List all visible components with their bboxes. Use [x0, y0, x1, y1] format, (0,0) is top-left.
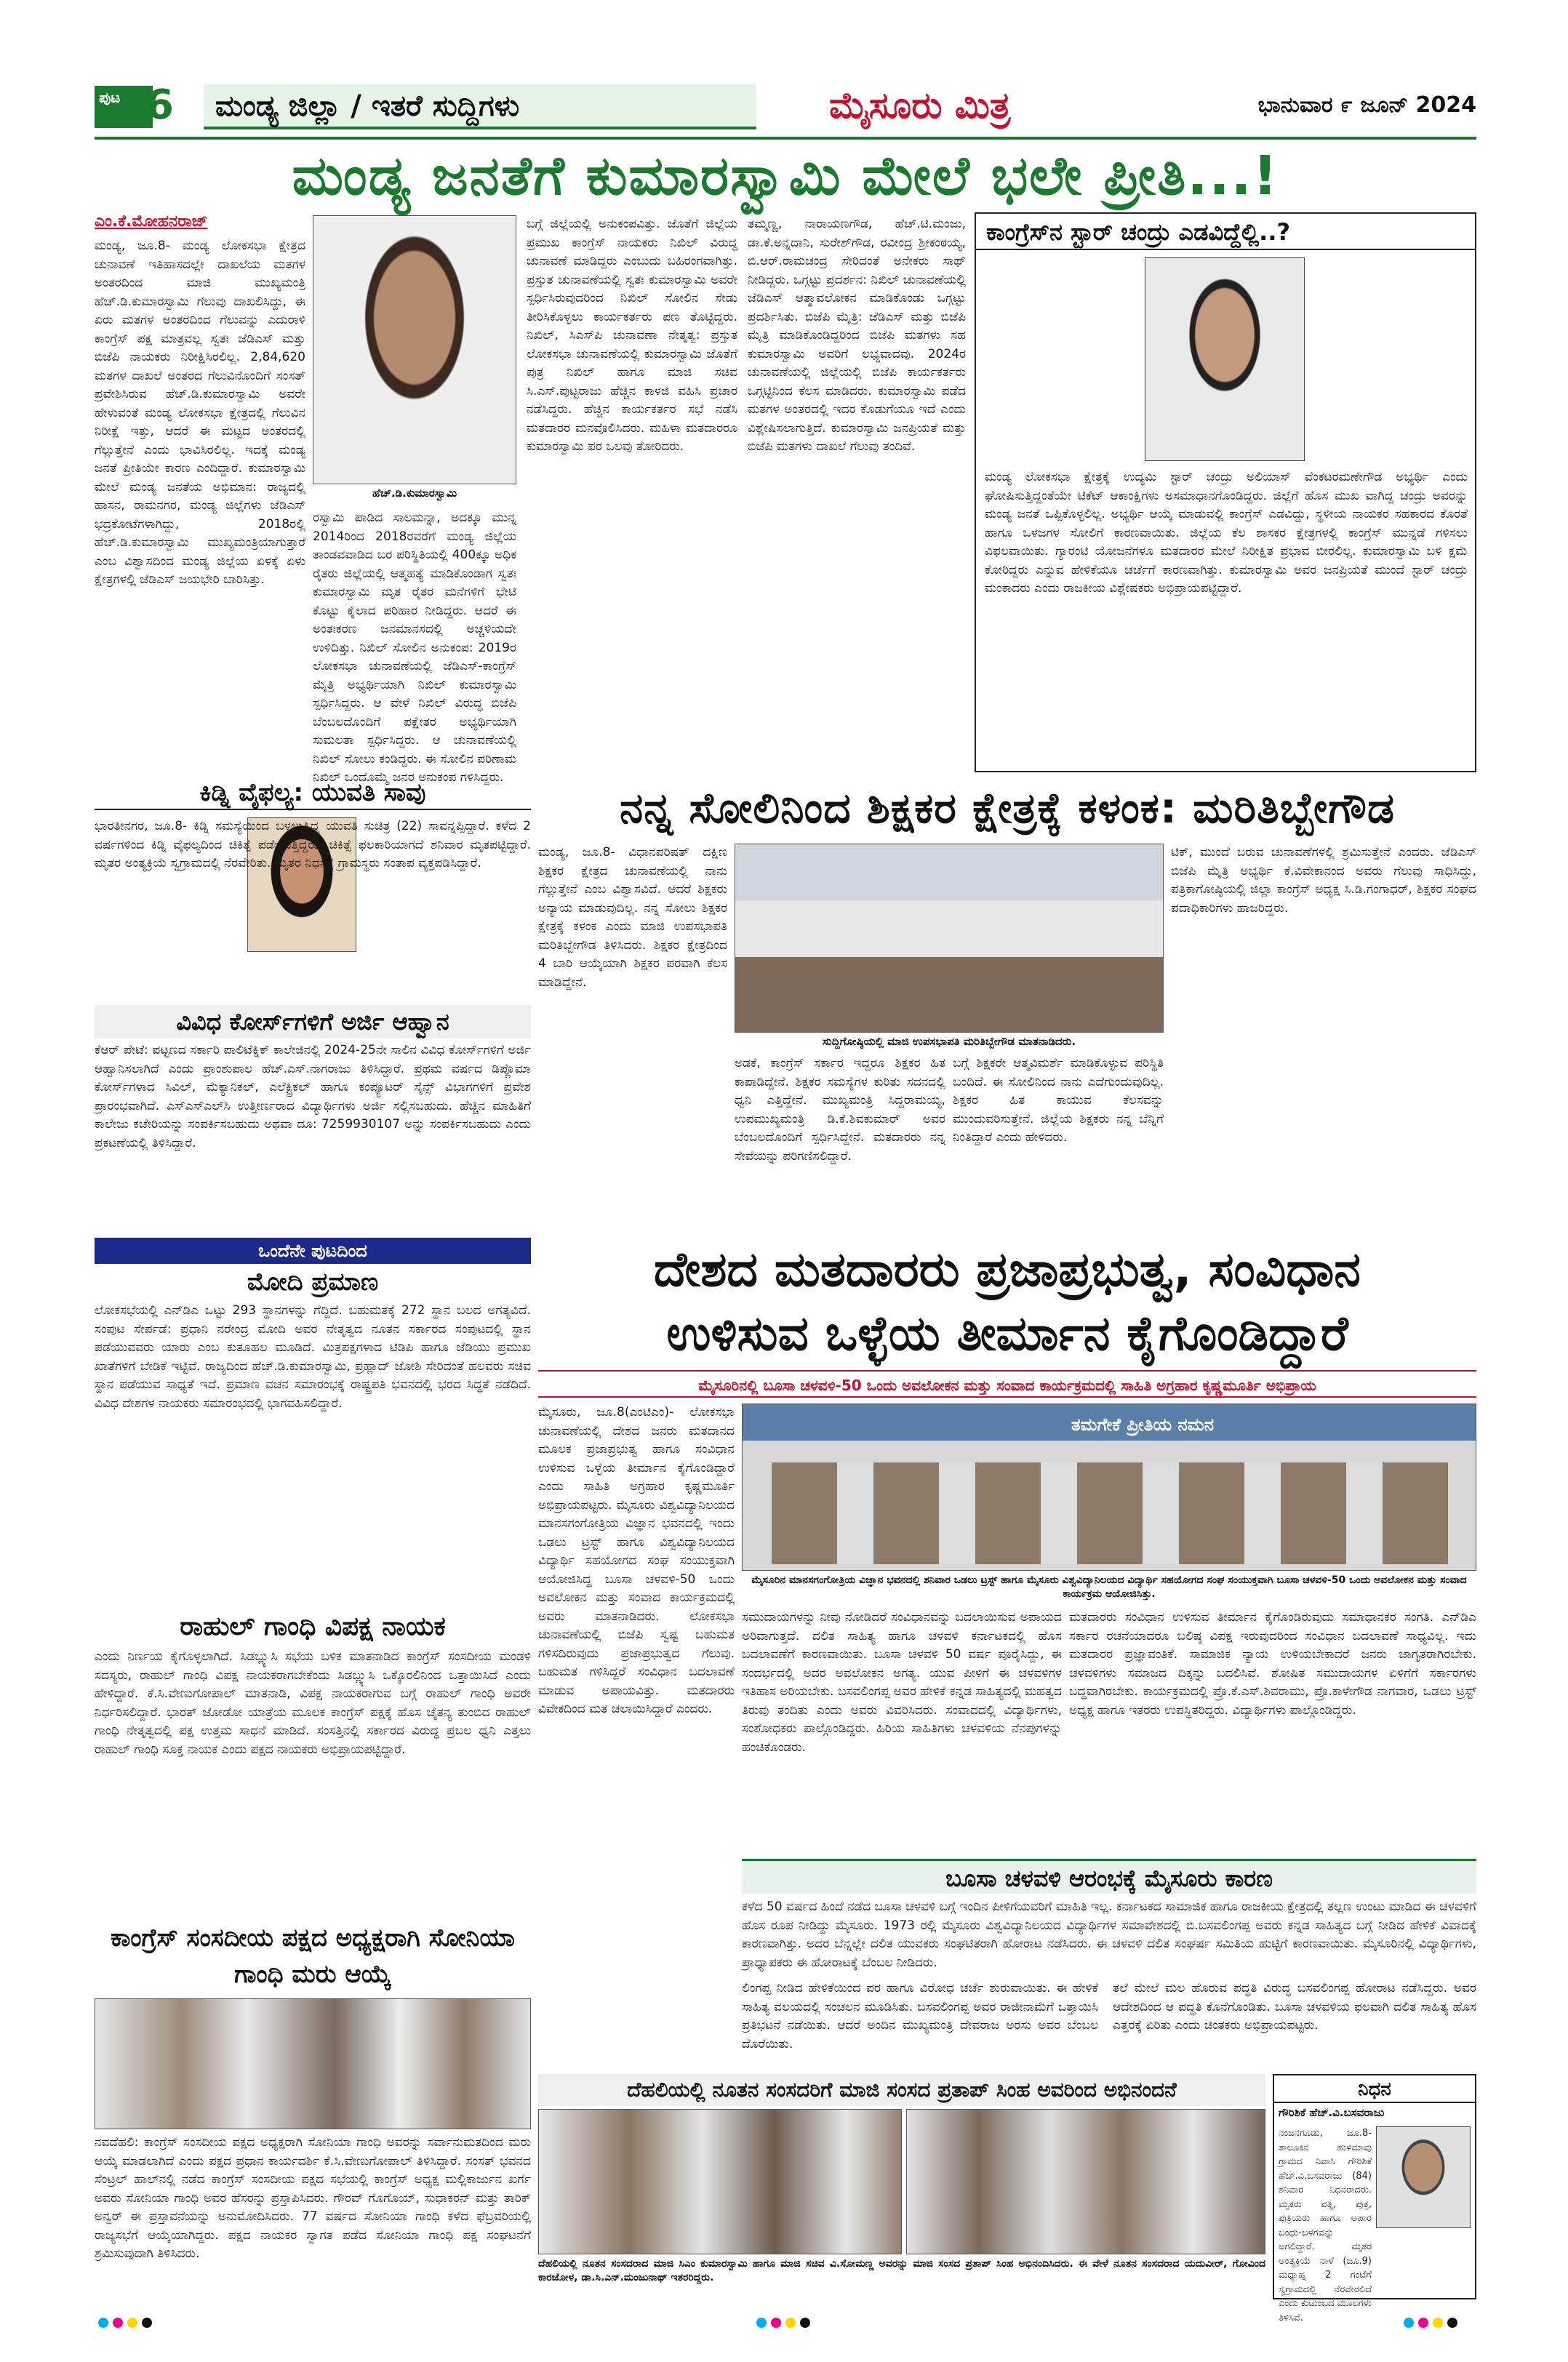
democracy-headline-2: ಉಳಿಸುವ ಒಳ್ಳೆಯ ತೀರ್ಮಾನ ಕೈಗೊಂಡಿದ್ದಾರೆ: [666, 1305, 1348, 1361]
obit-body: ನಂಜನಗೂಡು, ಜೂ.8- ತಾಲೂಕಿನ ಹುಳಿಮಾವು ಗ್ರಾಮದ ನಿವಾಸಿ ಗೌರಿಶಿಕೆ ಹೆಚ್.ವಿ.ಬಸವರಾಜು (84) ಶನಿವಾರ ನಿಧನರಾದರು. ಮೃತರು ಪತ್ನಿ, ಪುತ್ರ, ಪುತ್ರಿಯರು ಹಾಗೂ ಅಪಾರ ಬಂಧು-ಬಳಗವನ್ನು ಅಗಲಿದ್ದಾರೆ. ಮೃತರ ಅಂತ್ಯಕ್ರಿಯೆ ನಾಳೆ (ಜೂ.9) ಮಧ್ಯಾಹ್ನ 2 ಗಂಟೆಗೆ ಸ್ವಗ್ರಾಮದಲ್ಲಿ ನೆರವೇರಲಿದೆ ಎಂದು ಕುಟುಂಬದ ಮೂಲಗಳು ತಿಳಿಸಿವೆ.: [1279, 2128, 1372, 2323]
lead-col-1: ಮಂಡ್ಯ, ಜೂ.8- ಮಂಡ್ಯ ಲೋಕಸಭಾ ಕ್ಷೇತ್ರದ ಚುನಾವಣೆ ಇತಿಹಾಸದಲ್ಲೇ ದಾಖಲೆಯ ಮತಗಳ ಅಂತರದಿಂದ ಮಾಜಿ ಮುಖ್ಯಮಂತ್ರಿ ಹೆಚ್.ಡಿ.ಕುಮಾರಸ್ವಾಮಿ ಗೆಲುವು ದಾಖಲಿಸಿದ್ದು, ಈ ಏರು ಮತಗಳ ಅಂತರದಿಂದ ಗೆಲುವನ್ನು ಎದುರಾಳಿ ಕಾಂಗ್ರೆಸ್ ಪಕ್ಷ ಮಾತ್ರವಲ್ಲ ಸ್ವತಃ ಜೆಡಿಎಸ್ ಮತ್ತು ಬಿಜೆಪಿ ನಾಯಕರು ನಿರೀಕ್ಷಿಸಿರಲಿಲ್ಲ. 2,84,620 ಮತಗಳ ದಾಖಲೆ ಅಂತರದ ಗೆಲುವಿನೊಂದಿಗೆ ಸಂಸತ್ ಪ್ರವೇಶಿಸಿರುವ ಹೆಚ್.ಡಿ.ಕುಮಾರಸ್ವಾಮಿ ಅವರೇ ಹೇಳುವಂತೆ ಮಂಡ್ಯ ಲೋಕಸಭಾ ಕ್ಷೇತ್ರದಲ್ಲಿ ಗೆಲುವಿನ ನಿರೀಕ್ಷೆ ಇತ್ತು, ಆದರೆ ಈ ಮಟ್ಟದ ಅಂತರದಲ್ಲಿ ಗೆಲ್ಲುತ್ತೇನೆ ಎಂದು ಭಾವಿಸಿರಲಿಲ್ಲ. ಇದಕ್ಕೆ ಮಂಡ್ಯ ಜನತೆ ಪ್ರೀತಿಯೇ ಕಾರಣ ಎಂದಿದ್ದಾರೆ. ಕುಮಾರಸ್ವಾಮಿ ಮೇಲೆ ಮಂಡ್ಯ ಜನತೆಯ ಅಭಿಮಾನ: ರಾಜ್ಯದಲ್ಲಿ ಹಾಸನ, ರಾಮನಗರ, ಮಂಡ್ಯ ಜಿಲ್ಲೆಗಳು ಜೆಡಿಎಸ್ ಭದ್ರಕೋಟೆಗಳಾಗಿದ್ದು, 2018ರಲ್ಲಿ ಹೆಚ್.ಡಿ.ಕುಮಾರಸ್ವಾಮಿ ಮುಖ್ಯಮಂತ್ರಿಯಾಗುತ್ತಾರೆ ಎಂಬ ವಿಶ್ವಾಸದಿಂದ ಮಂಡ್ಯ ಜಿಲ್ಲೆಯ ಏಳಕ್ಕೆ ಏಳು ಕ್ಷೇತ್ರಗಳಲ್ಲಿ ಜೆಡಿಎಸ್ ಜಯಭೇರಿ ಬಾರಿಸಿತ್ತು.: [95, 239, 305, 587]
kidney-body: ಭಾರತೀನಗರ, ಜೂ.8- ಕಿಡ್ನಿ ಸಮಸ್ಯೆಯಿಂದ ಬಳಲುತ್ತಿದ್ದ ಯುವತಿ ಸುಚಿತ್ರ (22) ಸಾವನ್ನಪ್ಪಿದ್ದಾರೆ. ಕಳೆದ 2 ವರ್ಷಗಳಿಂದ ಕಿಡ್ನಿ ವೈಫಲ್ಯದಿಂದ ಚಿಕಿತ್ಸೆ ಪಡೆಯುತ್ತಿದ್ದರು. ಚಿಕಿತ್ಸೆ ಫಲಕಾರಿಯಾಗದೆ ಶನಿವಾರ ಮೃತಪಟ್ಟಿದ್ದಾರೆ. ಮೃತರ ಅಂತ್ಯಕ್ರಿಯೆ ಸ್ವಗ್ರಾಮದಲ್ಲಿ ನೆರವೇರಿತು. ಮೃತರ ನಿಧನಕ್ಕೆ ಗ್ರಾಮಸ್ಥರು ಸಂತಾಪ ವ್ಯಕ್ತಪಡಿಸಿದ್ದಾರೆ.: [95, 819, 531, 870]
teacher-col-4: ಟಿಕ್, ಮುಂದೆ ಬರುವ ಚುನಾವಣೆಗಳಲ್ಲಿ ಶ್ರಮಿಸುತ್ತೇನೆ ಎಂದರು. ಜೆಡಿಎಸ್ ಬಿಜೆಪಿ ಮೈತ್ರಿ ಅಭ್ಯರ್ಥಿ ಕೆ.ವಿವೇಕಾನಂದ ಅವರು ಗೆಲುವು ಸಾಧಿಸಿದ್ದು, ಪತ್ರಿಕಾಗೋಷ್ಠಿಯಲ್ಲಿ ಜಿಲ್ಲಾ ಕಾಂಗ್ರೆಸ್ ಅಧ್ಯಕ್ಷ ಸಿ.ಡಿ.ಗಂಗಾಧರ್, ಶಿಕ್ಷಕರ ಸಂಘದ ಪದಾಧಿಕಾರಿಗಳು ಹಾಜರಿದ್ದರು.: [1171, 845, 1476, 916]
star-body: ಮಂಡ್ಯ ಲೋಕಸಭಾ ಕ್ಷೇತ್ರಕ್ಕೆ ಉದ್ಯಮಿ ಸ್ಟಾರ್ ಚಂದ್ರು ಅಲಿಯಾಸ್ ವೆಂಕಟರಮಣೇಗೌಡ ಅಭ್ಯರ್ಥಿ ಎಂದು ಘೋಷಿಸುತ್ತಿದ್ದಂತೆಯೇ ಟಿಕೆಟ್ ಆಕಾಂಕ್ಷಿಗಳು ಅಸಮಾಧಾನಗೊಂಡಿದ್ದರು. ಜಿಲ್ಲೆಗೆ ಹೊಸ ಮುಖ ವಾಗಿದ್ದ ಚಂದ್ರು ಅವರನ್ನು ಮಂಡ್ಯ ಜನತೆ ಒಪ್ಪಿಕೊಳ್ಳಲಿಲ್ಲ. ಅಭ್ಯರ್ಥಿ ಆಯ್ಕೆ ಮಾಡುವಲ್ಲಿ ಕಾಂಗ್ರೆಸ್ ಎಡವಿದ್ದು, ಸ್ಥಳೀಯ ನಾಯಕರ ಸಹಕಾರದ ಕೊರತೆ ಹಾಗೂ ಒಳಜಗಳ ಸೋಲಿಗೆ ಕಾರಣವಾಯಿತು. ಜಿಲ್ಲೆಯ ಕೆಲ ಶಾಸಕರ ಕ್ಷೇತ್ರಗಳಲ್ಲಿ ಕಾಂಗ್ರೆಸ್ ಮುನ್ನಡೆ ಗಳಿಸಲು ವಿಫಲವಾಯಿತು. ಗ್ಯಾರಂಟಿ ಯೋಜನೆಗಳೂ ಮತದಾರರ ಮೇಲೆ ನಿರೀಕ್ಷಿತ ಪ್ರಭಾವ ಬೀರಲಿಲ್ಲ. ಕುಮಾರಸ್ವಾಮಿ ಬಳಿ ಕ್ಷಮೆ ಕೋರಿದ್ದರು ಎನ್ನುವ ಹೇಳಿಕೆಯೂ ಚರ್ಚೆಗೆ ಕಾರಣವಾಗಿತ್ತು. ಕುಮಾರಸ್ವಾಮಿ ಅವರ ಜನಪ್ರಿಯತೆ ಮುಂದೆ ಸ್ಟಾರ್ ಚಂದ್ರು ಮಂಕಾದರು ಎಂದು ರಾಜಕೀಯ ವಿಶ್ಲೇಷಕರು ಅಭಿಪ್ರಾಯಪಟ್ಟಿದ್ದಾರೆ.: [985, 470, 1468, 596]
boosa-col-1: ಕಳೆದ 50 ವರ್ಷದ ಹಿಂದೆ ನಡೆದ ಬೂಸಾ ಚಳವಳಿ ಬಗ್ಗೆ ಇಂದಿನ ಪೀಳಿಗೆಯವರಿಗೆ ಮಾಹಿತಿ ಇಲ್ಲ. ಕರ್ನಾಟಕದ ಸಾಮಾಜಿಕ ಹಾಗೂ ರಾಜಕೀಯ ಕ್ಷೇತ್ರದಲ್ಲಿ ತಲ್ಲಣ ಉಂಟು ಮಾಡಿದ ಈ ಚಳವಳಿಗೆ ಹೊಸ ರೂಪ ನೀಡಿದ್ದು ಮೈಸೂರು. 1973 ರಲ್ಲಿ ಮೈಸೂರು ವಿಶ್ವವಿದ್ಯಾನಿಲಯದ ವಿದ್ಯಾರ್ಥಿಗಳ ಸಮಾವೇಶದಲ್ಲಿ ಬಿ.ಬಸವಲಿಂಗಪ್ಪ ಅವರು ಕನ್ನಡ ಸಾಹಿತ್ಯದ ಬಗ್ಗೆ ನೀಡಿದ ಹೇಳಿಕೆ ವಿವಾದಕ್ಕೆ ಕಾರಣವಾಗಿತ್ತು. ಅದರ ಬೆನ್ನಲ್ಲೇ ದಲಿತ ಯುವಕರು ಸಂಘಟಿತರಾಗಿ ಹೋರಾಟ ನಡೆಸಿದರು. ಈ ಚಳವಳಿ ದಲಿತ ಸಂಘರ್ಷ ಸಮಿತಿಯ ಹುಟ್ಟಿಗೆ ಕಾರಣವಾಯಿತು. ಮೈಸೂರಿನಲ್ಲಿ ವಿದ್ಯಾರ್ಥಿಗಳು, ಪ್ರಾಧ್ಯಾಪಕರು ಈ ಹೋರಾಟಕ್ಕೆ ಬೆಂಬಲ ನೀಡಿದರು.: [742, 1899, 1476, 1970]
sidebar-tag: ಒಂದೆನೇ ಪುಟದಿಂದ: [95, 1238, 531, 1264]
star-headline: ಕಾಂಗ್ರೆಸ್‌ನ ಸ್ಟಾರ್ ಚಂದ್ರು ಎಡವಿದ್ದೆಲ್ಲಿ..?: [976, 214, 1475, 250]
registration-dots-center: [756, 2317, 829, 2331]
lead-col-2: ರಸ್ವಾಮಿ ಪಾಡಿದ ಸಾಲಮನ್ನಾ, ಅದಕ್ಕೂ ಮುನ್ನ 2014ರಿಂದ 2018ರವರೆಗೆ ಮಂಡ್ಯ ಜಿಲ್ಲೆಯ ತಾಂಡವವಾಡಿದ ಬರ ಪರಿಸ್ಥಿತಿಯಲ್ಲಿ 400ಕ್ಕೂ ಅಧಿಕ ರೈತರು ಜಿಲ್ಲೆಯಲ್ಲಿ ಆತ್ಮಹತ್ಯೆ ಮಾಡಿಕೊಂಡಾಗ ಸ್ವತಃ ಕುಮಾರಸ್ವಾಮಿ ಮೃತ ರೈತರ ಮನೆಗಳಿಗೆ ಭೇಟಿ ಕೊಟ್ಟು ಕೈಲಾದ ಪರಿಹಾರ ನೀಡಿದ್ದರು. ಆದರೆ ಈ ಅಂತಃಕರಣ ಜನಮಾನಸದಲ್ಲಿ ಅಚ್ಚಳಿಯದೇ ಉಳಿದಿತ್ತು. ನಿಖಿಲ್ ಸೋಲಿನ ಅನುಕಂಪ: 2019ರ ಲೋಕಸಭಾ ಚುನಾವಣೆಯಲ್ಲಿ ಜೆಡಿಎಸ್-ಕಾಂಗ್ರೆಸ್ ಮೈತ್ರಿ ಅಭ್ಯರ್ಥಿಯಾಗಿ ನಿಖಿಲ್ ಕುಮಾರಸ್ವಾಮಿ ಸ್ಪರ್ಧಿಸಿದ್ದರು. ಆ ವೇಳೆ ನಿಖಿಲ್ ವಿರುದ್ಧ ಬಿಜೆಪಿ ಬೆಂಬಲದೊಂದಿಗೆ ಪಕ್ಷೇತರ ಅಭ್ಯರ್ಥಿಯಾಗಿ ಸುಮಲತಾ ಸ್ಪರ್ಧಿಸಿದ್ದರು. ಆ ಚುನಾವಣೆಯಲ್ಲಿ ನಿಖಿಲ್ ಸೋಲು ಕಂಡಿದ್ದರು. ಈ ಸೋಲಿನ ಪರಿಣಾಮ ನಿಖಿಲ್ ಒಂದೊಮ್ಮೆ ಜನರ ಅನುಕಂಪ ಗಳಿಸಿದ್ದರು.: [313, 511, 516, 785]
democracy-headline-1: ದೇಶದ ಮತದಾರರು ಪ್ರಜಾಪ್ರಭುತ್ವ, ಸಂವಿಧಾನ: [653, 1241, 1361, 1297]
kumaraswamy-caption: ಹೆಚ್.ಡಿ.ಕುಮಾರಸ್ವಾಮಿ: [372, 487, 457, 500]
teacher-col-2: ಅಡಕೆ, ಕಾಂಗ್ರೆಸ್ ಸರ್ಕಾರ ಇದ್ದರೂ ಶಿಕ್ಷಕರ ಹಿತ ಕಾಪಾಡಿದ್ದೇನೆ. ಶಿಕ್ಷಕರ ಸಮಸ್ಯೆಗಳ ಕುರಿತು ಸದನದಲ್ಲಿ ಧ್ವನಿ ಎತ್ತಿದ್ದೇನೆ. ಮುಖ್ಯಮಂತ್ರಿ ಸಿದ್ದರಾಮಯ್ಯ, ಉಪಮುಖ್ಯಮಂತ್ರಿ ಡಿ.ಕೆ.ಶಿವಕುಮಾರ್ ಅವರ ಬೆಂಬಲದೊಂದಿಗೆ ಸ್ಪರ್ಧಿಸಿದ್ದೇನೆ. ಮತದಾರರು ನನ್ನ ಸೇವೆಯನ್ನು ಪರಿಗಣಿಸಲಿದ್ದಾರೆ.: [735, 1056, 945, 1164]
rahul-body: ಎಂದು ನಿರ್ಣಯ ಕೈಗೊಳ್ಳಲಾಗಿದೆ. ಸಿಡಬ್ಲ್ಯುಸಿ ಸಭೆಯ ಬಳಿಕ ಮಾತನಾಡಿದ ಕಾಂಗ್ರೆಸ್ ಸಂಸದೀಯ ಮಂಡಳಿ ಸದಸ್ಯರು, ರಾಹುಲ್ ಗಾಂಧಿ ವಿಪಕ್ಷ ನಾಯಕರಾಗಬೇಕೆಂದು ಸಿಡಬ್ಲ್ಯುಸಿ ಒಕ್ಕೊರಲಿನಿಂದ ಒತ್ತಾಯಿಸಿದೆ ಎಂದು ಹೇಳಿದ್ದಾರೆ. ಕೆ.ಸಿ.ವೇಣುಗೋಪಾಲ್ ಮಾತನಾಡಿ, ವಿಪಕ್ಷ ನಾಯಕರಾಗುವ ಬಗ್ಗೆ ರಾಹುಲ್ ಗಾಂಧಿ ಅವರೇ ನಿರ್ಧರಿಸಲಿದ್ದಾರೆ. ಭಾರತ್ ಜೋಡೋ ಯಾತ್ರೆಯ ಮೂಲಕ ಕಾಂಗ್ರೆಸ್ ಪಕ್ಷಕ್ಕೆ ಹೊಸ ಚೈತನ್ಯ ತುಂಬಿದ ರಾಹುಲ್ ಗಾಂಧಿ ನೇತೃತ್ವದಲ್ಲಿ ಪಕ್ಷ ಉತ್ತಮ ಸಾಧನೆ ಮಾಡಿದೆ. ಸಂಸತ್ತಿನಲ್ಲಿ ಸರ್ಕಾರದ ವಿರುದ್ಧ ಪ್ರಬಲ ಧ್ವನಿ ಎತ್ತಲು ರಾಹುಲ್ ಗಾಂಧಿ ಸೂಕ್ತ ನಾಯಕ ಎಂದು ಪಕ್ಷದ ನಾಯಕರು ಅಭಿಪ್ರಾಯಪಟ್ಟಿದ್ದಾರೆ.: [95, 1649, 531, 1757]
modi-body: ಲೋಕಸಭೆಯಲ್ಲಿ ಎನ್‌ಡಿಎ ಒಟ್ಟು 293 ಸ್ಥಾನಗಳನ್ನು ಗೆದ್ದಿದೆ. ಬಹುಮತಕ್ಕೆ 272 ಸ್ಥಾನ ಬಲದ ಅಗತ್ಯವಿದೆ. ಸಂಪುಟ ಸೇರ್ಪಡೆ: ಪ್ರಧಾನಿ ನರೇಂದ್ರ ಮೋದಿ ಅವರ ನೇತೃತ್ವದ ನೂತನ ಸರ್ಕಾರದ ಸಂಪುಟದಲ್ಲಿ ಸ್ಥಾನ ಪಡೆಯುವವರು ಯಾರು ಎಂಬ ಕುತೂಹಲ ಮೂಡಿದೆ. ಮಿತ್ರಪಕ್ಷಗಳಾದ ಟಿಡಿಪಿ ಹಾಗೂ ಜೆಡಿಯು ಪ್ರಮುಖ ಖಾತೆಗಳಿಗೆ ಬೇಡಿಕೆ ಇಟ್ಟಿವೆ. ರಾಜ್ಯದಿಂದ ಹೆಚ್.ಡಿ.ಕುಮಾರಸ್ವಾಮಿ, ಪ್ರಹ್ಲಾದ್ ಜೋಶಿ ಸೇರಿದಂತೆ ಹಲವರು ಸಚಿವ ಸ್ಥಾನ ಪಡೆಯುವ ಸಾಧ್ಯತೆ ಇದೆ. ಪ್ರಮಾಣ ವಚನ ಸಮಾರಂಭಕ್ಕೆ ರಾಷ್ಟ್ರಪತಿ ಭವನದಲ್ಲಿ ಭರದ ಸಿದ್ಧತೆ ನಡೆದಿದೆ. ವಿವಿಧ ದೇಶಗಳ ನಾಯಕರು ಸಮಾರಂಭದಲ್ಲಿ ಭಾಗವಹಿಸಲಿದ್ದಾರೆ.: [95, 1303, 531, 1411]
democracy-col-1: ಮೈಸೂರು, ಜೂ.8(ಎಂಟಿಎಂ)- ಲೋಕಸಭಾ ಚುನಾವಣೆಯಲ್ಲಿ ದೇಶದ ಜನರು ಮತದಾನದ ಮೂಲಕ ಪ್ರಜಾಪ್ರಭುತ್ವ ಹಾಗೂ ಸಂವಿಧಾನ ಉಳಿಸುವ ಒಳ್ಳೆಯ ತೀರ್ಮಾನ ಕೈಗೊಂಡಿದ್ದಾರೆ ಎಂದು ಸಾಹಿತಿ ಅಗ್ರಹಾರ ಕೃಷ್ಣಮೂರ್ತಿ ಅಭಿಪ್ರಾಯಪಟ್ಟರು. ಮೈಸೂರು ವಿಶ್ವವಿದ್ಯಾನಿಲಯದ ಮಾನಸಗಂಗೋತ್ರಿಯ ವಿಜ್ಞಾನ ಭವನದಲ್ಲಿ ಇಂದು ಒಡಲು ಟ್ರಸ್ಟ್ ಹಾಗೂ ವಿಶ್ವವಿದ್ಯಾನಿಲಯದ ವಿದ್ಯಾರ್ಥಿ ಸಹಯೋಗದ ಸಂಘ ಸಂಯುಕ್ತವಾಗಿ ಆಯೋಜಿಸಿದ್ದ ಬೂಸಾ ಚಳವಳಿ-50 ಒಂದು ಅವಲೋಕನ ಮತ್ತು ಸಂವಾದ ಕಾರ್ಯಕ್ರಮದಲ್ಲಿ ಅವರು ಮಾತನಾಡಿದರು. ಲೋಕಸಭಾ ಚುನಾವಣೆಯಲ್ಲಿ ಬಿಜೆಪಿ ಸ್ವಷ್ಟ ಬಹುಮತ ಗಳಿಸದಿರುವುದು ಪ್ರಜಾಪ್ರಭುತ್ವದ ಗೆಲುವು. ಬಹುಮತ ಗಳಿಸಿದ್ದರೆ ಸಂವಿಧಾನ ಬದಲಾವಣೆ ಮಾಡುವ ಅಪಾಯವಿತ್ತು. ಮತದಾರರು ವಿವೇಕದಿಂದ ಮತ ಚಲಾಯಿಸಿದ್ದಾರೆ ಎಂದರು.: [538, 1405, 735, 1716]
delhi-photo-1: [538, 2109, 902, 2254]
obit-name: ಗೌರಿಶಿಕೆ ಹೆಚ್.ವಿ.ಬಸವರಾಜು: [1279, 2106, 1385, 2119]
delhi-caption: ದೆಹಲಿಯಲ್ಲಿ ನೂತನ ಸಂಸದರಾದ ಮಾಜಿ ಸಿಎಂ ಕುಮಾರಸ್ವಾಮಿ ಹಾಗೂ ಮಾಜಿ ಸಚಿವ ವಿ.ಸೋಮಣ್ಣ ಅವರನ್ನು ಮಾಜಿ ಸಂಸದ ಪ್ರತಾಪ್ ಸಿಂಹ ಅಭಿನಂದಿಸಿದರು. ಈ ವೇಳೆ ನೂತನ ಸಂಸದರಾದ ಯದುವೀರ್, ಗೋವಿಂದ ಕಾರಜೋಳ, ಡಾ.ಸಿ.ಎನ್.ಮಂಜುನಾಥ್ ಇತರರಿದ್ದರು.: [538, 2258, 1265, 2283]
obit-box: [1273, 2074, 1476, 2323]
teacher-col-3: ಬಗ್ಗೆ ಶಿಕ್ಷಕರೇ ಆತ್ಮವಿಮರ್ಶೆ ಮಾಡಿಕೊಳ್ಳುವ ಪರಿಸ್ಥಿತಿ ಬಂದಿದೆ. ಈ ಸೋಲಿನಿಂದ ನಾನು ಎದೆಗುಂದುವುದಿಲ್ಲ. ಶಿಕ್ಷಕರ ಹಿತ ಕಾಯುವ ಕೆಲಸವನ್ನು ಮುಂದುವರಿಸುತ್ತೇನೆ. ಜಿಲ್ಲೆಯ ಶಿಕ್ಷಕರು ನನ್ನ ಬೆನ್ನಿಗೆ ನಿಂತಿದ್ದಾರೆ ಎಂದು ಹೇಳಿದರು.: [953, 1056, 1164, 1145]
obit-title: ನಿಧನ: [1274, 2075, 1475, 2103]
sonia-body: ನವದೆಹಲಿ: ಕಾಂಗ್ರೆಸ್ ಸಂಸದೀಯ ಪಕ್ಷದ ಅಧ್ಯಕ್ಷರಾಗಿ ಸೋನಿಯಾ ಗಾಂಧಿ ಅವರನ್ನು ಸರ್ವಾನುಮತದಿಂದ ಮರು ಆಯ್ಕೆ ಮಾಡಲಾಗಿದೆ ಎಂದು ಪಕ್ಷದ ಪ್ರಧಾನ ಕಾರ್ಯದರ್ಶಿ ಕೆ.ಸಿ.ವೇಣುಗೋಪಾಲ್ ತಿಳಿಸಿದ್ದಾರೆ. ಸಂಸತ್ ಭವನದ ಸೆಂಟ್ರಲ್ ಹಾಲ್‌ನಲ್ಲಿ ನಡೆದ ಕಾಂಗ್ರೆಸ್ ಸಂಸದೀಯ ಪಕ್ಷದ ಸಭೆಯಲ್ಲಿ ಕಾಂಗ್ರೆಸ್ ಅಧ್ಯಕ್ಷ ಮಲ್ಲಿಕಾರ್ಜುನ ಖರ್ಗೆ ಅವರು ಸೋನಿಯಾ ಗಾಂಧಿ ಅವರ ಹೆಸರನ್ನು ಪ್ರಸ್ತಾಪಿಸಿದರು. ಗೌರವ್ ಗೊಗೊಯ್, ಸುಧಾಕರನ್ ಮತ್ತು ತಾರಿಕ್ ಅನ್ವರ್ ಈ ಪ್ರಸ್ತಾವನೆಯನ್ನು ಅನುಮೋದಿಸಿದರು. 77 ವರ್ಷದ ಸೋನಿಯಾ ಗಾಂಧಿ ಕಳೆದ ಫೆಬ್ರವರಿಯಲ್ಲಿ ರಾಜ್ಯಸಭೆಗೆ ಆಯ್ಕೆಯಾಗಿದ್ದರು. ಪಕ್ಷದ ನಾಯಕರ ಸ್ವಾಗತ ಪಡೆದ ಸೋನಿಯಾ ಗಾಂಧಿ ಪಕ್ಷ ಸಂಘಟನೆಗೆ ಶ್ರಮಿಸುವುದಾಗಿ ತಿಳಿಸಿದರು.: [95, 2135, 531, 2261]
masthead: [95, 80, 1476, 135]
delhi-photo-2: [906, 2109, 1265, 2254]
sonia-headline: ಕಾಂಗ್ರೆಸ್ ಸಂಸದೀಯ ಪಕ್ಷದ ಅಧ್ಯಕ್ಷರಾಗಿ ಸೋನಿಯಾ ಗಾಂಧಿ ಮರು ಆಯ್ಕೆ: [111, 1923, 515, 1989]
courses-body: ಕೆಆರ್ ಪೇಟೆ: ಪಟ್ಟಣದ ಸರ್ಕಾರಿ ಪಾಲಿಟೆಕ್ನಿಕ್ ಕಾಲೇಜಿನಲ್ಲಿ 2024-25ನೇ ಸಾಲಿನ ವಿವಿಧ ಕೋರ್ಸ್‌ಗಳಿಗೆ ಅರ್ಜಿ ಆಹ್ವಾನಿಸಲಾಗಿದೆ ಎಂದು ಪ್ರಾಂಶುಪಾಲ ಹೆಚ್.ಎಸ್.ನಾಗರಾಜು ತಿಳಿಸಿದ್ದಾರೆ. ಪ್ರಥಮ ವರ್ಷದ ಡಿಪ್ಲೊಮಾ ಕೋರ್ಸ್‌ಗಳಾದ ಸಿವಿಲ್, ಮೆಕ್ಯಾನಿಕಲ್, ಎಲೆಕ್ಟ್ರಿಕಲ್ ಹಾಗೂ ಕಂಪ್ಯೂಟರ್ ಸೈನ್ಸ್ ವಿಭಾಗಗಳಿಗೆ ಪ್ರವೇಶ ಪ್ರಾರಂಭವಾಗಿದೆ. ಎಸ್‌ಎಸ್‌ಎಲ್‌ಸಿ ಉತ್ತೀರ್ಣರಾದ ವಿದ್ಯಾರ್ಥಿಗಳು ಅರ್ಜಿ ಸಲ್ಲಿಸಬಹುದು. ಹೆಚ್ಚಿನ ಮಾಹಿತಿಗೆ ಕಾಲೇಜು ಕಚೇರಿಯನ್ನು ಸಂಪರ್ಕಿಸಬಹುದು ಅಥವಾ ದೂ: 7259930107 ಅನ್ನು ಸಂಪರ್ಕಿಸಬಹುದು ಎಂದು ಪ್ರಕಟಣೆಯಲ್ಲಿ ತಿಳಿಸಿದ್ದಾರೆ.: [95, 1043, 531, 1150]
teacher-press-photo: [735, 844, 1164, 1033]
page-number: 6: [145, 81, 174, 129]
democracy-deck: ಮೈಸೂರಿನಲ್ಲಿ ಬೂಸಾ ಚಳವಳಿ-50 ಒಂದು ಅವಲೋಕನ ಮತ್ತು ಸಂವಾದ ಕಾರ್ಯಕ್ರಮದಲ್ಲಿ ಸಾಹಿತಿ ಅಗ್ರಹಾರ ಕೃಷ್ಣಮೂರ್ತಿ ಅಭಿಪ್ರಾಯ: [538, 1370, 1476, 1398]
boosa-headline: ಬೂಸಾ ಚಳವಳಿ ಆರಂಭಕ್ಕೆ ಮೈಸೂರು ಕಾರಣ: [742, 1859, 1476, 1894]
sonia-photo: [95, 1998, 531, 2129]
masthead-rule: [95, 137, 1476, 140]
paper-logo: ಮೈಸೂರು ಮಿತ್ರ: [829, 84, 1011, 127]
teacher-col-1: ಮಂಡ್ಯ, ಜೂ.8- ವಿಧಾನಪರಿಷತ್ ದಕ್ಷಿಣ ಶಿಕ್ಷಕರ ಕ್ಷೇತ್ರದ ಚುನಾವಣೆಯಲ್ಲಿ ನಾನು ಗೆಲ್ಲುತ್ತೇನೆ ಎಂಬ ವಿಶ್ವಾಸವಿದೆ. ಆದರೆ ಶಿಕ್ಷಕರು ಅನ್ಯಾಯ ಮಾಡುವುದಿಲ್ಲ. ನನ್ನ ಸೋಲು ಶಿಕ್ಷಕರ ಕ್ಷೇತ್ರಕ್ಕೆ ಕಳಂಕ ಎಂದು ಮಾಜಿ ಉಪಸಭಾಪತಿ ಮರಿತಿಬ್ಬೇಗೌಡ ತಿಳಿಸಿದರು. ಶಿಕ್ಷಕರ ಕ್ಷೇತ್ರದಿಂದ 4 ಬಾರಿ ಆಯ್ಕೆಯಾಗಿ ಶಿಕ್ಷಕರ ಪರವಾಗಿ ಕೆಲಸ ಮಾಡಿದ್ದೇನೆ.: [538, 845, 727, 990]
event-panel-people: [772, 1462, 1448, 1564]
section-title: ಮಂಡ್ಯ ಜಿಲ್ಲಾ / ಇತರೆ ಸುದ್ದಿಗಳು: [204, 84, 756, 129]
obit-photo: [1376, 2126, 1471, 2228]
star-box: [975, 212, 1476, 772]
lead-col-4: ತಮ್ಮಣ್ಣ, ನಾರಾಯಣಗೌಡ, ಹೆಚ್.ಟಿ.ಮಂಜು, ಡಾ.ಕೆ.ಅನ್ನದಾನಿ, ಸುರೇಶ್‌ಗೌಡ, ರವೀಂದ್ರ ಶ್ರೀಕಂಠಯ್ಯ, ಬಿ.ಆರ್.ರಾಮಚಂದ್ರ ಸೇರಿದಂತೆ ಅನೇಕರು ಸಾಥ್ ನೀಡಿದ್ದರು. ಒಗ್ಗಟ್ಟು ಪ್ರದರ್ಶನ: ನಿಖಿಲ್ ಚುನಾವಣೆಯಲ್ಲಿ ಜೆಡಿಎಸ್ ಆತ್ಮಾವಲೋಕನ ಮಾಡಿಕೊಂಡು ಒಗ್ಗಟ್ಟು ಪ್ರದರ್ಶಿಸಿತು. ಬಿಜೆಪಿ ಮೈತ್ರಿ: ಜೆಡಿಎಸ್ ಮತ್ತು ಬಿಜೆಪಿ ಮೈತ್ರಿ ಮಾಡಿಕೊಂಡಿದ್ದರಿಂದ ಬಿಜೆಪಿ ಮತಗಳು ಸಹ ಕುಮಾರಸ್ವಾಮಿ ಅವರಿಗೆ ಲಭ್ಯವಾದವು. 2024ರ ಚುನಾವಣೆಯಲ್ಲಿ ಜಿಲ್ಲೆಯಲ್ಲಿ ಬಿಜೆಪಿ ಕಾರ್ಯಕರ್ತರು ಒಗ್ಗಟ್ಟಿನಿಂದ ಕೆಲಸ ಮಾಡಿದರು. ಕುಮಾರಸ್ವಾಮಿ ಪಡೆದ ಮತಗಳ ಅಂತರದಲ್ಲಿ ಇದರ ಕೊಡುಗೆಯೂ ಇದೆ ಎಂದು ವಿಶ್ಲೇಷಿಸಲಾಗುತ್ತಿದೆ. ಕುಮಾರಸ್ವಾಮಿ ಜನಪ್ರಿಯತೆ ಮತ್ತು ಬಿಜೆಪಿ ಮತಗಳು ದಾಖಲೆ ಗೆಲುವು ತಂದಿವೆ.: [748, 217, 966, 454]
democracy-col-2: ಸಮುದಾಯಗಳನ್ನು ನೀವು ನೋಡಿದರೆ ಸಂವಿಧಾನವನ್ನು ಬದಲಾಯಿಸುವ ಅಪಾಯದ ಅರಿವಾಗುತ್ತದೆ. ದಲಿತ ಸಾಹಿತ್ಯ ಹಾಗೂ ಚಳವಳಿ ಕರ್ನಾಟಕದಲ್ಲಿ ಹೊಸ ಬದಲಾವಣೆಗೆ ಕಾರಣವಾಯಿತು. ಬೂಸಾ ಚಳವಳಿ 50 ವರ್ಷ ಪೂರೈಸಿದ್ದು, ಈ ಸಂದರ್ಭದಲ್ಲಿ ಅದರ ಅವಲೋಕನ ಅಗತ್ಯ. ಯುವ ಪೀಳಿಗೆ ಈ ಚಳವಳಿಗಳ ಇತಿಹಾಸ ಅರಿಯಬೇಕು. ಬಸವಲಿಂಗಪ್ಪ ಅವರ ಹೇಳಿಕೆ ಕನ್ನಡ ಸಾಹಿತ್ಯದಲ್ಲಿ ಮಹತ್ವದ ತಿರುವು ತಂದಿತು ಎಂದು ಅವರು ವಿವರಿಸಿದರು. ಸಂವಾದದಲ್ಲಿ ವಿದ್ಯಾರ್ಥಿಗಳು, ಸಂಶೋಧಕರು ಪಾಲ್ಗೊಂಡಿದ್ದರು. ಹಿರಿಯ ಸಾಹಿತಿಗಳು ಚಳವಳಿಯ ನೆನಪುಗಳನ್ನು ಹಂಚಿಕೊಂಡರು.: [742, 1610, 1062, 1755]
rahul-headline: ರಾಹುಲ್ ಗಾಂಧಿ ವಿಪಕ್ಷ ನಾಯಕ: [180, 1612, 446, 1641]
teacher-headline: ನನ್ನ ಸೋಲಿನಿಂದ ಶಿಕ್ಷಕರ ಕ್ಷೇತ್ರಕ್ಕೆ ಕಳಂಕ: ಮರಿತಿಬ್ಬೇಗೌಡ: [620, 783, 1395, 833]
kidney-headline: ಕಿಡ್ನಿ ವೈಫಲ್ಯ: ಯುವತಿ ಸಾವು: [95, 775, 531, 810]
lead-headline: ಮಂಡ್ಯ ಜನತೆಗೆ ಕುಮಾರಸ್ವಾಮಿ ಮೇಲೆ ಭಲೇ ಪ್ರೀತಿ...!: [292, 145, 1279, 207]
boosa-col-3: ತಲೆ ಮೇಲೆ ಮಲ ಹೊರುವ ಪದ್ಧತಿ ವಿರುದ್ಧ ಬಸವಲಿಂಗಪ್ಪ ಹೋರಾಟ ನಡೆಸಿದ್ದರು. ಅವರ ಆದೇಶದಿಂದ ಆ ಪದ್ಧತಿ ಕೊನೆಗೊಂಡಿತು. ಬೂಸಾ ಚಳವಳಿಯ ಫಲವಾಗಿ ದಲಿತ ಸಾಹಿತ್ಯ ಹೊಸ ಎತ್ತರಕ್ಕೆ ಏರಿತು ಎಂದು ಚಿಂತಕರು ಅಭಿಪ್ರಾಯಪಟ್ಟರು.: [1113, 1981, 1476, 2033]
right-continued-text: ಮತದಾರರು ಸಂವಿಧಾನ ಉಳಿಸುವ ತೀರ್ಮಾನ ಕೈಗೊಂಡಿರುವುದು ಸಮಾಧಾನಕರ ಸಂಗತಿ. ಎನ್‌ಡಿಎ ಸರ್ಕಾರ ರಚನೆಯಾದರೂ ಬಲಿಷ್ಠ ವಿಪಕ್ಷ ಇರುವುದರಿಂದ ಸಂವಿಧಾನ ಬದಲಾವಣೆ ಸಾಧ್ಯವಿಲ್ಲ. ಇದು ಮತದಾರರ ಪ್ರಜ್ಞಾವಂತಿಕೆ. ಸಾಮಾಜಿಕ ನ್ಯಾಯ ಉಳಿಯಬೇಕಾದರೆ ಜನರು ಜಾಗೃತರಾಗಿರಬೇಕು. ಚಳವಳಿಗಳು ಸಮಾಜದ ದಿಕ್ಕನ್ನು ಬದಲಿಸಿವೆ. ಶೋಷಿತ ಸಮುದಾಯಗಳ ಏಳಿಗೆಗೆ ಸರ್ಕಾರಗಳು ಬದ್ಧವಾಗಿರಬೇಕು. ಕಾರ್ಯಕ್ರಮದಲ್ಲಿ ಪ್ರೊ.ಕೆ.ಎಸ್.ಶಿವರಾಮು, ಪ್ರೊ.ಕಾಳೇಗೌಡ ನಾಗವಾರ, ಒಡಲು ಟ್ರಸ್ಟ್ ಅಧ್ಯಕ್ಷ ಹಾಗೂ ಇತರರು ಉಪಸ್ಥಿತರಿದ್ದರು. ವಿದ್ಯಾರ್ಥಿಗಳು ಪಾಲ್ಗೊಂಡಿದ್ದರು.: [1069, 1610, 1476, 1718]
page-label: ಪುಟ: [95, 86, 153, 128]
lead-col-3: ಬಗ್ಗೆ ಜಿಲ್ಲೆಯಲ್ಲಿ ಅನುಕಂಪವಿತ್ತು. ಜೊತೆಗೆ ಜಿಲ್ಲೆಯ ಪ್ರಮುಖ ಕಾಂಗ್ರೆಸ್ ನಾಯಕರು ನಿಖಿಲ್ ವಿರುದ್ಧ ಚುನಾವಣೆ ಮಾಡಿದ್ದರು ಎಂಬುದು ಬಹಿರಂಗವಾಗಿತ್ತು. ಪ್ರಸ್ತುತ ಚುನಾವಣೆಯಲ್ಲಿ ಸ್ವತಃ ಕುಮಾರಸ್ವಾಮಿ ಅವರೇ ಸ್ಪರ್ಧಿಸಿರುವುದರಿಂದ ನಿಖಿಲ್ ಸೋಲಿನ ಸೇಡು ತೀರಿಸಿಕೊಳ್ಳಲು ಕಾರ್ಯಕರ್ತರು ಪಣ ತೊಟ್ಟಿದ್ದರು. ನಿಖಿಲ್, ಸಿಎಸ್‌ಪಿ ಚುನಾವಣಾ ನೇತೃತ್ವ: ಪ್ರಸ್ತುತ ಲೋಕಸಭಾ ಚುನಾವಣೆಯಲ್ಲಿ ಕುಮಾರಸ್ವಾಮಿ ಜೊತೆಗೆ ಪುತ್ರ ನಿಖಿಲ್ ಹಾಗೂ ಮಾಜಿ ಸಚಿವ ಸಿ.ಎಸ್.ಪುಟ್ಟರಾಜು ಹೆಚ್ಚಿನ ಕಾಳಜಿ ವಹಿಸಿ ಪ್ರಚಾರ ನಡೆಸಿದ್ದರು. ಹೆಚ್ಚಿನ ಕಾರ್ಯಕರ್ತರ ಸಭೆ ನಡೆಸಿ ಮತದಾರರ ಮನವೊಲಿಸಿದರು. ಮಹಿಳಾ ಮತದಾರರೂ ಕುಮಾರಸ್ವಾಮಿ ಪರ ಒಲವು ತೋರಿದರು.: [527, 217, 737, 454]
masthead-date: ಭಾನುವಾರ ೯ ಜೂನ್ 2024: [1257, 92, 1476, 118]
delhi-headline: ದೆಹಲಿಯಲ್ಲಿ ನೂತನ ಸಂಸದರಿಗೆ ಮಾಜಿ ಸಂಸದ ಪ್ರತಾಪ್ ಸಿಂಹ ಅವರಿಂದ ಅಭಿನಂದನೆ: [538, 2074, 1265, 2106]
star-chandru-photo: [1145, 257, 1305, 461]
registration-dots-left: [98, 2317, 171, 2331]
boosa-col-2: ಲಿಂಗಪ್ಪ ನೀಡಿದ ಹೇಳಿಕೆಯಿಂದ ಪರ ಹಾಗೂ ವಿರೋಧ ಚರ್ಚೆ ಶುರುವಾಯಿತು. ಈ ಹೇಳಿಕೆ ಸಾಹಿತ್ಯ ವಲಯದಲ್ಲಿ ಸಂಚಲನ ಮೂಡಿಸಿತು. ಬಸವಲಿಂಗಪ್ಪ ಅವರ ರಾಜೀನಾಮೆಗೆ ಒತ್ತಾಯಿಸಿ ಪ್ರತಿಭಟನೆ ನಡೆಯಿತು. ಆದರೆ ಅಂದಿನ ಮುಖ್ಯಮಂತ್ರಿ ದೇವರಾಜ ಅರಸು ಅವರ ಬೆಂಬಲ ದೊರೆಯಿತು.: [742, 1981, 1098, 2051]
lead-byline: ಎಂ.ಕೆ.ಮೋಹನರಾಜ್: [95, 212, 208, 231]
courses-headline: ವಿವಿಧ ಕೋರ್ಸ್‌ಗಳಿಗೆ ಅರ್ಜಿ ಆಹ್ವಾನ: [95, 1005, 531, 1038]
teacher-photo-caption: ಸುದ್ದಿಗೋಷ್ಠಿಯಲ್ಲಿ ಮಾಜಿ ಉಪಸಭಾಪತಿ ಮರಿತಿಬ್ಬೇಗೌಡ ಮಾತನಾಡಿದರು.: [822, 1035, 1076, 1048]
democracy-photo-caption: ಮೈಸೂರಿನ ಮಾನಸಗಂಗೋತ್ರಿಯ ವಿಜ್ಞಾನ ಭವನದಲ್ಲಿ ಶನಿವಾರ ಒಡಲು ಟ್ರಸ್ಟ್ ಹಾಗೂ ಮೈಸೂರು ವಿಶ್ವವಿದ್ಯಾನಿಲಯದ ವಿದ್ಯಾರ್ಥಿ ಸಹಯೋಗದ ಸಂಘ ಸಂಯುಕ್ತವಾಗಿ ಬೂಸಾ ಚಳವಳಿ-50 ಒಂದು ಅವಲೋಕನ ಮತ್ತು ಸಂವಾದ ಕಾರ್ಯಕ್ರಮ ಆಯೋಜಿಸಿತ್ತು.: [751, 1574, 1467, 1600]
democracy-event-photo: [742, 1404, 1476, 1571]
registration-dots-right: [1404, 2317, 1476, 2331]
modi-headline: ಮೋದಿ ಪ್ರಮಾಣ: [247, 1268, 379, 1297]
kumaraswamy-photo: [313, 215, 516, 484]
event-banner-text: ತಮಗೇಕೆ ಪ್ರೀತಿಯ ನಮನ: [1071, 1414, 1215, 1435]
